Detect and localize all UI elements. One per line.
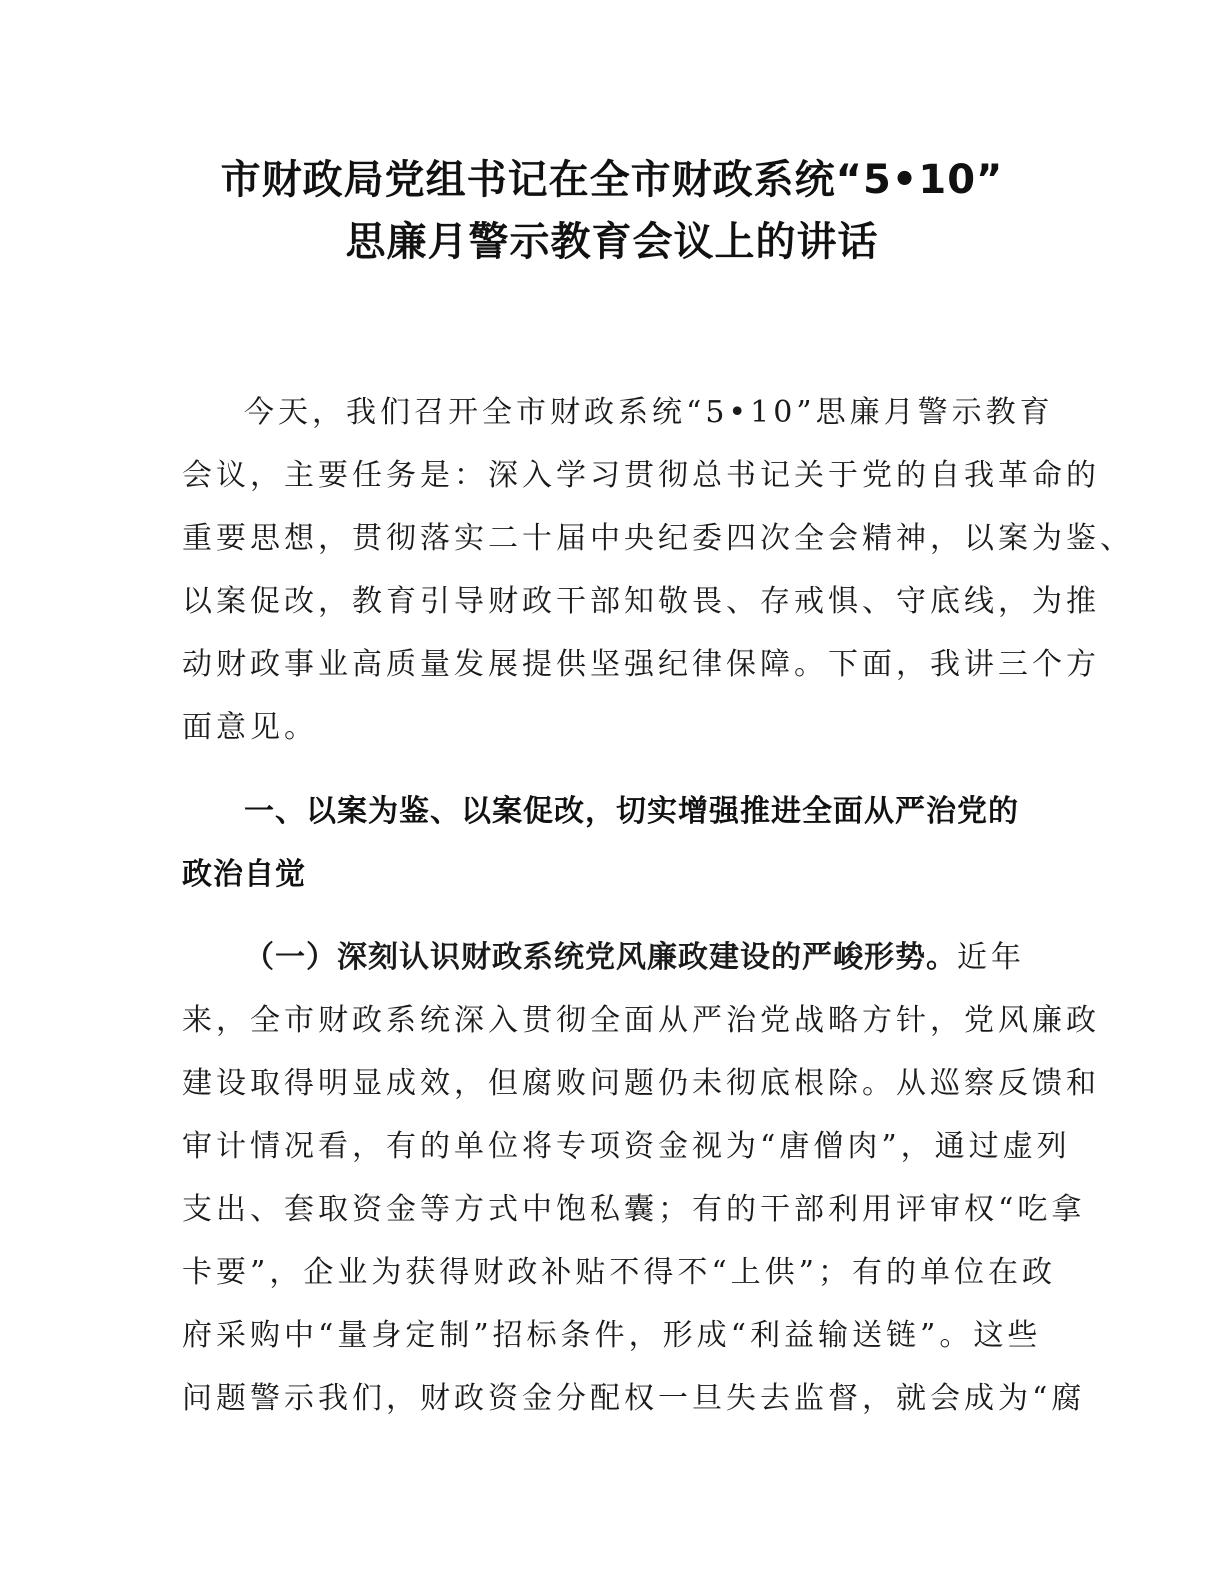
intro-paragraph-line: 今天，我们召开全市财政系统“5•10”思廉月警示教育 [244, 395, 1054, 430]
document-title-line-2: 思廉月警示教育会议上的讲话 [345, 219, 879, 265]
document-title-line-1: 市财政局党组书记在全市财政系统“5•10” [220, 157, 1004, 203]
subsection-paragraph-line: 问题警示我们，财政资金分配权一旦失去监督，就会成为“腐 [182, 1381, 1086, 1416]
subsection-heading: （一）深刻认识财政系统党风廉政建设的严峻形势。 [244, 940, 957, 975]
intro-paragraph-line: 会议，主要任务是：深入学习贯彻总书记关于党的自我革命的 [182, 458, 1100, 493]
intro-paragraph-line: 动财政事业高质量发展提供坚强纪律保障。下面，我讲三个方 [182, 647, 1100, 682]
subsection-paragraph-line: 卡要”，企业为获得财政补贴不得不“上供”；有的单位在政 [182, 1255, 1057, 1290]
subsection-paragraph-line: 府采购中“量身定制”招标条件，形成“利益输送链”。这些 [182, 1318, 1042, 1353]
subsection-paragraph-line: 支出、套取资金等方式中饱私囊；有的干部利用评审权“吃拿 [182, 1192, 1086, 1227]
section-heading-line: 一、以案为鉴、以案促改，切实增强推进全面从严治党的 [244, 794, 1019, 829]
intro-paragraph-line: 以案促改，教育引导财政干部知敬畏、存戒惧、守底线，为推 [182, 584, 1100, 619]
intro-paragraph-line: 面意见。 [182, 710, 318, 745]
subsection-paragraph-line: 建设取得明显成效，但腐败问题仍未彻底根除。从巡察反馈和 [182, 1066, 1100, 1101]
subsection-paragraph-line: 来，全市财政系统深入贯彻全面从严治党战略方针，党风廉政 [182, 1003, 1100, 1038]
subsection-first-line [244, 938, 1025, 978]
subsection-text-start: 近年 [957, 940, 1025, 975]
intro-paragraph-line: 重要思想，贯彻落实二十届中央纪委四次全会精神，以案为鉴、 [182, 521, 1134, 556]
section-heading-line: 政治自觉 [182, 857, 306, 892]
subsection-paragraph-line: 审计情况看，有的单位将专项资金视为“唐僧肉”，通过虚列 [182, 1129, 1071, 1164]
